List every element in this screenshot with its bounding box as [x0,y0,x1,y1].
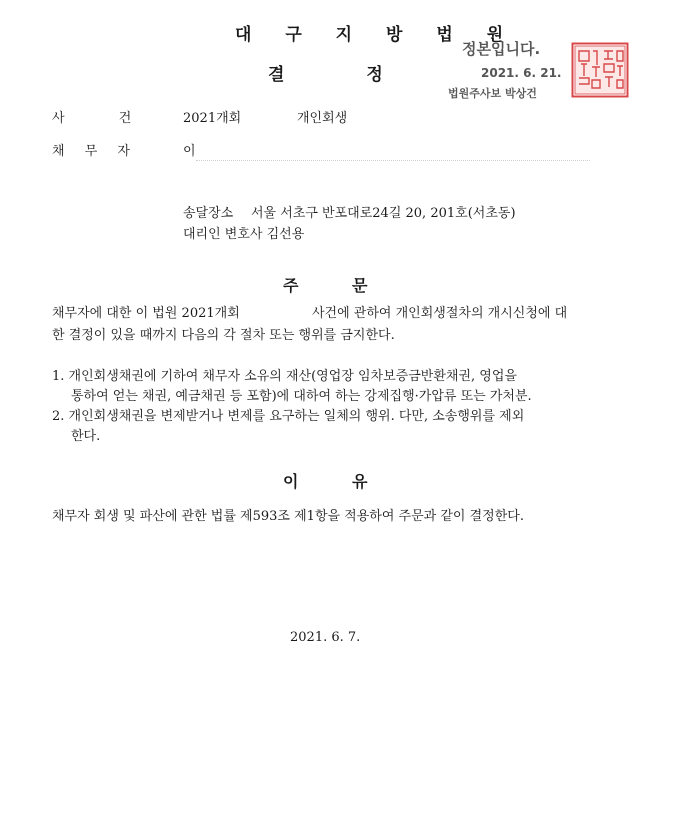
order-intro-part1: 채무자에 대한 이 법원 2021개회 [52,306,240,321]
order-item-1-line2: 통하여 얻는 채권, 예금채권 등 포함)에 대하여 하는 강제집행·가압류 또는 가처분. [71,389,532,404]
order-intro-line2: 한 결정이 있을 때까지 다음의 각 절차 또는 행위를 금지한다. [52,328,395,343]
case-number: 2021개회 [183,111,242,126]
reason-heading: 이 유 [283,472,368,491]
certification-date: 2021. 6. 21. [481,66,562,80]
court-seal-stamp [571,42,629,98]
debtor-name: 이 [183,144,196,159]
court-name: 대 구 지 방 법 원 [235,25,518,45]
service-address: 서울 서초구 반포대로24길 20, 201호(서초동) [251,206,516,221]
reason-text: 채무자 회생 및 파산에 관한 법률 제593조 제1항을 적용하여 주문과 같이 결정한다. [52,509,524,524]
order-item-1-line1: 1. 개인회생채권에 기하여 채무자 소유의 재산(영업장 임차보증금반환채권, 영업을 [52,369,517,384]
decision-date: 2021. 6. 7. [290,630,361,645]
order-item-2-line1: 2. 개인회생채권을 변제받거나 변제를 요구하는 일체의 행위. 다만, 소송행위를 제외 [52,409,525,424]
order-item-2-line2: 한다. [71,429,101,444]
certification-clerk: 법원주사보 박상건 [448,87,537,100]
certification-title: 정본입니다. [462,40,541,58]
legal-agent: 대리인 변호사 김선용 [183,227,305,242]
redaction-line [196,160,590,161]
order-intro-part2: 사건에 관하여 개인회생절차의 개시신청에 대 [312,306,568,321]
debtor-label: 채 무 자 [52,144,132,159]
document-type-title: 결 정 [268,65,383,85]
order-heading: 주 문 [283,276,368,295]
case-label: 사 건 [52,111,134,126]
case-name: 개인회생 [297,111,348,126]
service-label: 송달장소 [183,206,234,221]
